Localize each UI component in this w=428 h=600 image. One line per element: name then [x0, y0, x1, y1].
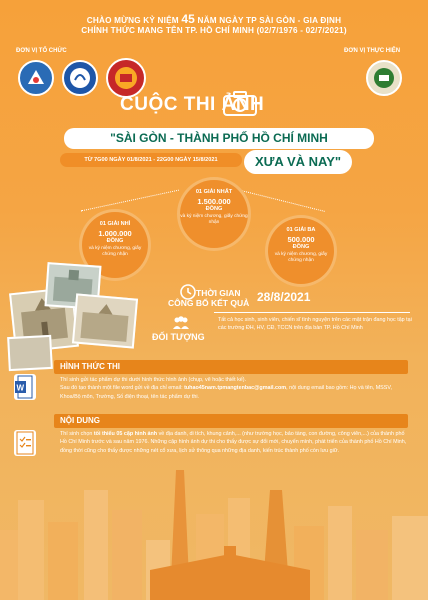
content-text-prefix: Thí sinh chọn	[60, 431, 94, 437]
prize-third-desc: và kỷ niệm chương, giấy chứng nhận	[274, 252, 328, 263]
word-document-icon	[14, 374, 36, 400]
form-text	[60, 376, 410, 401]
content-heading: NỘI DUNG	[54, 414, 408, 428]
organizer-logo-2	[62, 60, 98, 96]
organizer-logo-1	[18, 60, 54, 96]
executor-logo	[366, 60, 402, 96]
audience-label: ĐỐI TƯỢNG	[152, 332, 205, 342]
prize-second-desc: và kỷ niệm chương, giấy chứng nhận	[88, 246, 142, 257]
prize-first-title: 01 GIẢI NHẤT	[195, 189, 233, 195]
prize-third	[268, 218, 334, 284]
prize-first-unit: ĐỒNG	[205, 206, 223, 212]
prize-third-unit: ĐỒNG	[292, 244, 310, 250]
camera-icon	[223, 90, 257, 116]
content-highlight: tối thiểu 05 cặp hình ảnh	[93, 431, 158, 437]
prize-second-amount: 1.000.000	[98, 229, 132, 238]
prize-connector-left	[81, 190, 179, 212]
content-text	[60, 430, 410, 455]
contest-subtitle-2: XƯA VÀ NAY"	[244, 150, 352, 174]
contest-title: CUỘC THI ẢNH	[120, 94, 265, 115]
anniversary-number: 45	[181, 12, 196, 26]
executor-label: ĐƠN VỊ THỰC HIỆN	[344, 48, 401, 54]
anniversary-line-2: CHÍNH THỨC MANG TÊN TP. HỒ CHÍ MINH (02/7/1976 - 02/7/2021)	[81, 26, 347, 35]
audience-divider	[214, 312, 410, 313]
schedule-label-1: THỜI GIAN	[196, 288, 241, 298]
content-text-rest: về địa danh, di tích, khung cảnh,... (như trường học, bảo tàng, con đường, công viên,...) của thành phố Hồ Chí Minh trước và sau năm 1976. Những cặp hình ảnh dự thi cho thấy được sự đổi mới, chuyển mình, phát triển của thành phố Hồ Chí Minh, đồng thời cũng cho thấy được những nét cổ xưa, lịch sử thông qua những địa danh, kiến trúc thành phố còn lưu giữ.	[60, 431, 407, 454]
prize-first-amount: 1.500.000	[197, 197, 231, 206]
schedule-label-2: CÔNG BỐ KẾT QUẢ	[168, 298, 250, 308]
schedule-date: 28/8/2021	[257, 290, 311, 304]
prize-first-desc: và kỷ niệm chương, giấy chứng nhận	[180, 214, 248, 225]
prize-connector-right	[237, 189, 325, 212]
anniversary-line-1	[0, 12, 428, 26]
old-photo-4	[7, 335, 53, 371]
anniversary-prefix: CHÀO MỪNG KỶ NIỆM	[86, 16, 179, 25]
city-skyline	[0, 470, 428, 600]
prize-third-title: 01 GIẢI BA	[286, 227, 316, 233]
anniversary-suffix: NĂM NGÀY TP SÀI GÒN - GIA ĐỊNH	[197, 16, 342, 25]
checklist-icon	[14, 430, 36, 456]
contest-dates: TỪ 7G00 NGÀY 01/8/2021 - 22G00 NGÀY 15/8/2021	[60, 153, 242, 167]
prize-first	[180, 180, 248, 248]
prize-third-amount: 500.000	[287, 235, 315, 244]
prize-second-title: 01 GIẢI NHÌ	[99, 221, 131, 227]
form-heading: HÌNH THỨC THI	[54, 360, 408, 374]
form-text-1: Thí sinh gửi tác phẩm dự thi dưới hình thức hình ảnh (chụp, vẽ hoặc thiết kế).	[60, 377, 247, 383]
form-text-3: , nội dung email bao gồm: Họ và tên, MSSV, Khoa/Bộ môn, Trường, Số điện thoại, tên tác phẩm dự thi.	[60, 385, 392, 400]
svg-text:W: W	[16, 383, 25, 393]
old-photo-3	[72, 293, 138, 348]
organizer-logo-3	[106, 58, 146, 98]
contest-subtitle: "SÀI GÒN - THÀNH PHỐ HỒ CHÍ MINH	[64, 128, 374, 149]
form-email: tuhao45nam.tpmangtenbac@gmail.com	[184, 385, 287, 392]
prize-second-unit: ĐỒNG	[106, 238, 124, 244]
organizer-label: ĐƠN VỊ TỔ CHỨC	[16, 48, 67, 54]
form-text-2: Sau đó tạo thành một file word gửi về địa chỉ email:	[60, 385, 185, 392]
people-icon	[172, 316, 190, 330]
audience-text: Tất cả học sinh, sinh viên, chiến sĩ tình nguyện trên các mặt trận đang học tập tại các trường ĐH, HV, CĐ, TCCN trên địa bàn TP. Hồ Chí Minh	[218, 317, 412, 332]
